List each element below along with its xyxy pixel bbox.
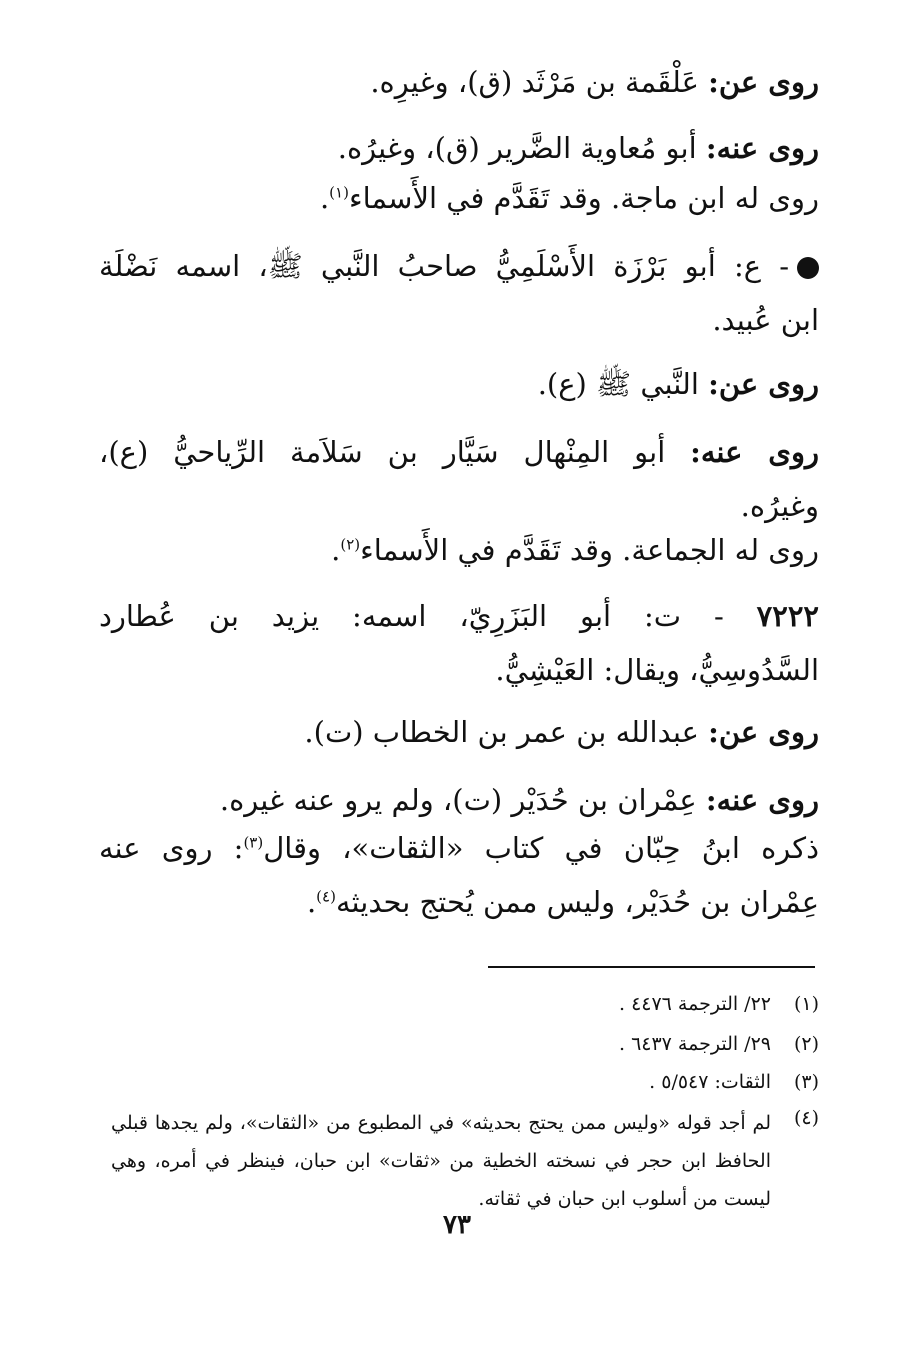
line-text: أبو المِنْهال سَيَّار بن سَلاَمة الرِّياحيُّ (ع)، (99, 435, 691, 469)
footnote-1 (99, 990, 819, 1018)
label: روى عن: (708, 715, 819, 749)
label: روى عن: (708, 65, 819, 99)
line-text: عَلْقَمة بن مَرْثَد (ق)، وغيرِه. (370, 65, 709, 99)
text-line-11 (99, 650, 819, 690)
line-end: . (319, 181, 330, 215)
text-line-8 (99, 486, 819, 526)
text-line-6 (99, 364, 819, 404)
text-line-2 (99, 128, 819, 168)
label: روى عن: (708, 367, 819, 401)
text-line-7 (99, 432, 819, 472)
text-line-3 (99, 178, 819, 218)
footnote-number: (٢) (793, 1033, 819, 1055)
text-line-15 (99, 882, 819, 922)
footnote-divider (488, 966, 815, 968)
line-text: أبو البَزَرِيّ، اسمه: يزيد بن عُطارد (99, 599, 612, 633)
entry-number: ٧٢٢٢ (756, 599, 819, 633)
line-text: عبدالله بن عمر بن الخطاب (ت). (304, 715, 709, 749)
siglum: ت (653, 599, 682, 633)
line-text: وغيرُه. (740, 489, 819, 523)
label: روى عنه: (705, 131, 819, 165)
line-text: أبو مُعاوية الضَّرير (ق)، وغيرُه. (337, 131, 706, 165)
footnote-4 (99, 1104, 819, 1218)
line-end: : روى عنه (99, 831, 244, 865)
footnote-ref[interactable]: (٤) (316, 887, 336, 906)
footnote-ref[interactable]: (٢) (340, 535, 361, 554)
line-text: النَّبي ﷺ (ع). (537, 367, 709, 401)
footnote-ref[interactable]: (٣) (243, 833, 264, 852)
footnote-text: لم أجد قوله «وليس ممن يحتج بحديثه» في المطبوع من «الثقات»، ولم يجدها قبلي الحافظ ابن حجر في نسخته الخطية من «ثقات» ابن حبان، فينظر في أمره، وهي ليست من أسلوب ابن حبان في ثقاته. (111, 1112, 771, 1210)
entry-heading-abu-barza: - ع: أبو بَرْزَة الأَسْلَمِيُّ صاحبُ النَّبي ﷺ، اسمه نَضْلَة (99, 246, 819, 286)
text-line-9 (99, 530, 819, 570)
bullet-dot-icon (797, 257, 819, 279)
line-text: عِمْران بن حُدَيْر (ت)، ولم يرو عنه غيره. (219, 783, 706, 817)
line-text: عِمْران بن حُدَيْر، وليس ممن يُحتج بحديثه (335, 885, 819, 919)
page-number: ٧٣ (443, 1210, 471, 1240)
entry-heading-7222: ٧٢٢٢ - ت: أبو البَزَرِيّ، اسمه: يزيد بن عُطارد (99, 599, 819, 633)
footnote-number: (٣) (793, 1071, 819, 1093)
footnote-text: ٢٢/ الترجمة ٤٤٧٦ . (618, 993, 771, 1015)
siglum: ع (743, 249, 762, 283)
footnote-number: (٤) (793, 1107, 819, 1129)
footnote-number: (١) (793, 993, 819, 1015)
text-line-14 (99, 828, 819, 868)
footnote-ref[interactable]: (١) (329, 183, 349, 202)
text-line-12 (99, 712, 819, 752)
text-line-1 (99, 62, 819, 102)
footnote-text: الثقات: ٥/٥٤٧ . (649, 1071, 771, 1093)
line-text: روى له الجماعة. وقد تَقَدَّم في الأَسماء (360, 533, 819, 567)
line-text: أبو بَرْزَة الأَسْلَمِيُّ صاحبُ النَّبي ﷺ، اسمه نَضْلَة (99, 249, 716, 283)
footnote-text: ٢٩/ الترجمة ٦٤٣٧ . (618, 1033, 771, 1055)
footnote-3 (99, 1068, 819, 1096)
line-end: . (331, 533, 341, 567)
line-text: روى له ابن ماجة. وقد تَقَدَّم في الأَسماء (348, 181, 819, 215)
text-line-13 (99, 780, 819, 820)
line-end: . (306, 885, 317, 919)
label: روى عنه: (705, 783, 819, 817)
text-line-5 (99, 300, 819, 340)
line-text: ابن عُبيد. (712, 303, 819, 337)
footnote-2 (99, 1030, 819, 1058)
line-text: السَّدُوسِيُّ، ويقال: العَيْشِيُّ. (495, 653, 819, 687)
label: روى عنه: (690, 435, 819, 469)
line-text: ذكره ابنُ حِبّان في كتاب «الثقات»، وقال (263, 831, 819, 865)
